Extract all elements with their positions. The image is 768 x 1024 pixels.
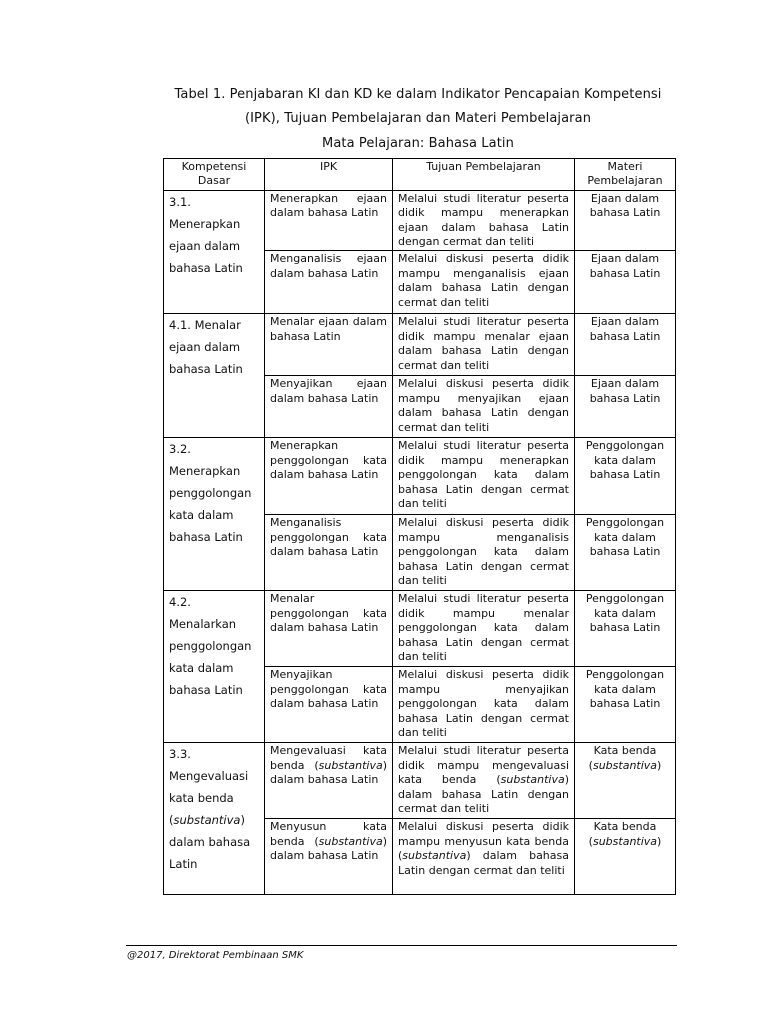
kompetensi-dasar-cell: 3.1. Menerapkan ejaan dalam bahasa Latin — [164, 190, 265, 314]
table-header-row — [164, 159, 676, 191]
table-row — [164, 591, 676, 667]
kompetensi-dasar-cell: 4.2. Menalarkan penggolongan kata dalam bahasa Latin — [164, 591, 265, 743]
header-materi-pembelajaran: Materi Pembelajaran — [575, 159, 676, 191]
table-row — [164, 438, 676, 515]
table-row — [164, 743, 676, 819]
table-body — [164, 190, 676, 895]
materi-pembelajaran-cell: Penggolongan kata dalam bahasa Latin — [575, 591, 676, 667]
tujuan-pembelajaran-cell: Melalui studi literatur peserta didik mampu menalar ejaan dalam bahasa Latin dengan cermat dan teliti — [393, 314, 575, 376]
table-title-line-2: (IPK), Tujuan Pembelajaran dan Materi Pembelajaran — [244, 111, 592, 126]
ipk-cell: Menerapkan ejaan dalam bahasa Latin — [265, 190, 393, 251]
materi-pembelajaran-cell: Ejaan dalam bahasa Latin — [575, 314, 676, 376]
materi-pembelajaran-cell: Kata benda (substantiva) — [575, 743, 676, 819]
kompetensi-dasar-cell: 3.3. Mengevaluasi kata benda (substantiva) dalam bahasa Latin — [164, 743, 265, 895]
ipk-cell: Menganalisis penggolongan kata dalam bahasa Latin — [265, 515, 393, 591]
tujuan-pembelajaran-cell: Melalui studi literatur peserta didik mampu menerapkan ejaan dalam bahasa Latin dengan cermat dan teliti — [393, 190, 575, 251]
materi-pembelajaran-cell: Kata benda (substantiva) — [575, 819, 676, 895]
materi-pembelajaran-cell: Penggolongan kata dalam bahasa Latin — [575, 667, 676, 743]
footer-copyright: @2017, Direktorat Pembinaan SMK — [127, 950, 304, 961]
tujuan-pembelajaran-cell: Melalui diskusi peserta didik mampu menganalisis penggolongan kata dalam bahasa Latin dengan cermat dan teliti — [393, 515, 575, 591]
tujuan-pembelajaran-cell: Melalui studi literatur peserta didik mampu mengevaluasi kata benda (substantiva) dalam bahasa Latin dengan cermat dan teliti — [393, 743, 575, 819]
materi-pembelajaran-cell: Ejaan dalam bahasa Latin — [575, 251, 676, 314]
tujuan-pembelajaran-cell: Melalui studi literatur peserta didik mampu menalar penggolongan kata dalam bahasa Latin dengan cermat dan teliti — [393, 591, 575, 667]
kompetensi-dasar-cell: 3.2. Menerapkan penggolongan kata dalam bahasa Latin — [164, 438, 265, 591]
ipk-cell: Menalar ejaan dalam bahasa Latin — [265, 314, 393, 376]
footer-divider — [126, 945, 677, 946]
ipk-cell: Menerapkan penggolongan kata dalam bahasa Latin — [265, 438, 393, 515]
ipk-cell: Menyajikan penggolongan kata dalam bahasa Latin — [265, 667, 393, 743]
subject-title: Mata Pelajaran: Bahasa Latin — [322, 136, 514, 151]
tujuan-pembelajaran-cell: Melalui diskusi peserta didik mampu menyajikan ejaan dalam bahasa Latin dengan cermat dan teliti — [393, 376, 575, 438]
table-row — [164, 314, 676, 376]
competency-table — [163, 158, 676, 895]
header-kompetensi-dasar: Kompetensi Dasar — [164, 159, 265, 191]
materi-pembelajaran-cell: Penggolongan kata dalam bahasa Latin — [575, 515, 676, 591]
ipk-cell: Mengevaluasi kata benda (substantiva) dalam bahasa Latin — [265, 743, 393, 819]
kompetensi-dasar-cell: 4.1. Menalar ejaan dalam bahasa Latin — [164, 314, 265, 438]
materi-pembelajaran-cell: Penggolongan kata dalam bahasa Latin — [575, 438, 676, 515]
tujuan-pembelajaran-cell: Melalui studi literatur peserta didik mampu menerapkan penggolongan kata dalam bahasa Latin dengan cermat dan teliti — [393, 438, 575, 515]
ipk-cell: Menalar penggolongan kata dalam bahasa Latin — [265, 591, 393, 667]
header-tujuan-pembelajaran: Tujuan Pembelajaran — [393, 159, 575, 191]
ipk-cell: Menyusun kata benda (substantiva) dalam bahasa Latin — [265, 819, 393, 895]
materi-pembelajaran-cell: Ejaan dalam bahasa Latin — [575, 190, 676, 251]
ipk-cell: Menganalisis ejaan dalam bahasa Latin — [265, 251, 393, 314]
ipk-cell: Menyajikan ejaan dalam bahasa Latin — [265, 376, 393, 438]
table-title-line-1: Tabel 1. Penjabaran KI dan KD ke dalam Indikator Pencapaian Kompetensi — [174, 87, 662, 102]
table-row — [164, 190, 676, 251]
tujuan-pembelajaran-cell: Melalui diskusi peserta didik mampu menganalisis ejaan dalam bahasa Latin dengan cermat dan teliti — [393, 251, 575, 314]
header-ipk: IPK — [265, 159, 393, 191]
tujuan-pembelajaran-cell: Melalui diskusi peserta didik mampu menyajikan penggolongan kata dalam bahasa Latin dengan cermat dan teliti — [393, 667, 575, 743]
tujuan-pembelajaran-cell: Melalui diskusi peserta didik mampu menyusun kata benda (substantiva) dalam bahasa Latin dengan cermat dan teliti — [393, 819, 575, 895]
materi-pembelajaran-cell: Ejaan dalam bahasa Latin — [575, 376, 676, 438]
